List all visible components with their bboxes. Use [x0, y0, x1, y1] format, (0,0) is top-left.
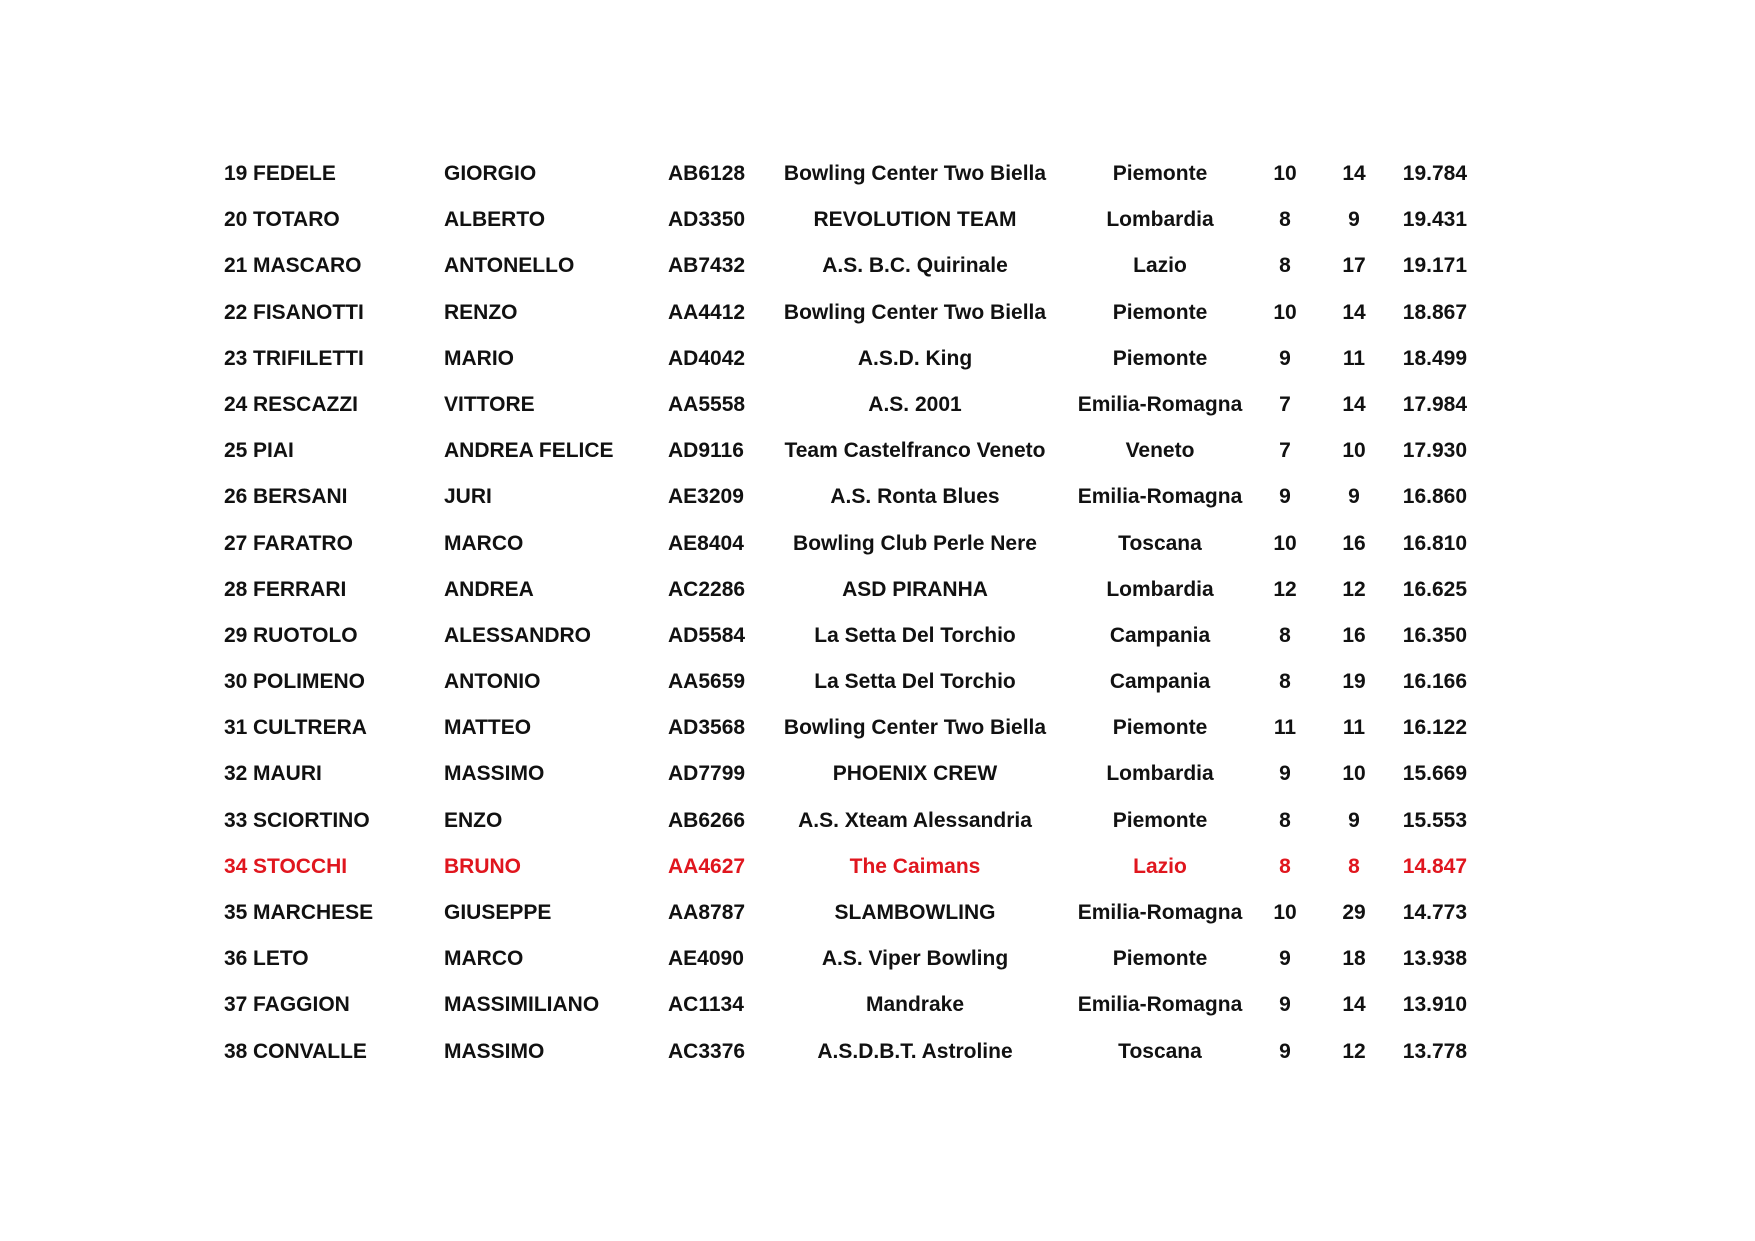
score-cell: 16.166	[1402, 670, 1467, 694]
table-row	[0, 382, 1755, 428]
count-1-cell: 8	[1279, 208, 1291, 232]
surname-cell: TOTARO	[253, 208, 340, 232]
count-2-cell: 10	[1342, 762, 1366, 786]
count-1-cell: 10	[1273, 162, 1297, 185]
score-cell: 16.860	[1402, 485, 1467, 509]
first-name-cell: ALESSANDRO	[444, 623, 592, 647]
first-name-cell: ANDREA FELICE	[444, 439, 614, 463]
table-row	[0, 151, 1755, 197]
count-1-cell: 10	[1273, 300, 1297, 324]
member-code-cell: AE8404	[668, 531, 744, 555]
position-cell: 20	[224, 208, 248, 232]
count-2-cell: 16	[1342, 623, 1366, 647]
count-1-cell: 8	[1279, 854, 1291, 878]
count-1-cell: 9	[1279, 993, 1291, 1017]
region-cell: Veneto	[1125, 439, 1195, 463]
count-2-cell: 10	[1342, 439, 1366, 463]
position-cell: 37	[224, 993, 248, 1017]
club-cell: A.S.D. King	[857, 346, 973, 370]
surname-cell: CULTRERA	[253, 716, 367, 740]
region-cell: Lombardia	[1106, 577, 1214, 601]
surname-cell: LETO	[253, 947, 309, 971]
region-cell: Emilia-Romagna	[1077, 901, 1243, 924]
count-1-cell: 8	[1279, 254, 1291, 278]
score-cell: 15.553	[1402, 808, 1467, 832]
score-cell: 19.431	[1402, 208, 1467, 232]
table-row	[0, 798, 1755, 844]
count-1-cell: 9	[1279, 762, 1291, 786]
club-cell: Bowling Club Perle Nere	[793, 531, 1037, 555]
member-code-cell: AD3350	[668, 208, 746, 232]
count-2-cell: 12	[1342, 577, 1366, 601]
count-2-cell: 11	[1342, 716, 1366, 740]
member-code-cell: AB6128	[668, 162, 746, 185]
count-2-cell: 18	[1342, 947, 1366, 971]
region-cell: Piemonte	[1112, 716, 1208, 740]
table-row	[0, 659, 1755, 705]
score-cell: 13.778	[1402, 1039, 1467, 1063]
region-cell: Emilia-Romagna	[1077, 993, 1243, 1017]
member-code-cell: AA4627	[668, 854, 746, 878]
position-cell: 36	[224, 947, 248, 971]
position-cell: 33	[224, 808, 248, 832]
count-1-cell: 10	[1273, 531, 1297, 555]
club-cell: A.S. Xteam Alessandria	[798, 808, 1032, 832]
count-1-cell: 9	[1279, 485, 1291, 509]
first-name-cell: ANDREA	[444, 577, 534, 601]
score-cell: 17.984	[1402, 392, 1467, 416]
club-cell: Bowling Center Two Biella	[783, 716, 1047, 740]
club-cell: Team Castelfranco Veneto	[784, 439, 1046, 463]
member-code-cell: AC1134	[668, 993, 744, 1017]
member-code-cell: AC2286	[668, 577, 746, 601]
position-cell: 26	[224, 485, 248, 509]
position-cell: 22	[224, 300, 248, 324]
region-cell: Lombardia	[1106, 762, 1214, 786]
surname-cell: MASCARO	[253, 254, 362, 278]
table-row	[0, 428, 1755, 474]
club-cell: A.S. 2001	[868, 392, 962, 416]
member-code-cell: AC3376	[668, 1039, 746, 1063]
score-cell: 14.773	[1402, 901, 1467, 924]
member-code-cell: AB7432	[668, 254, 746, 278]
position-cell: 35	[224, 901, 248, 924]
table-row	[0, 1029, 1755, 1075]
member-code-cell: AB6266	[668, 808, 746, 832]
score-cell: 13.938	[1402, 947, 1467, 971]
first-name-cell: MASSIMO	[444, 762, 545, 786]
table-row	[0, 197, 1755, 243]
position-cell: 23	[224, 346, 248, 370]
region-cell: Campania	[1109, 623, 1211, 647]
count-2-cell: 9	[1348, 808, 1360, 832]
table-row	[0, 290, 1755, 336]
position-cell: 28	[224, 577, 248, 601]
count-1-cell: 8	[1279, 808, 1291, 832]
region-cell: Toscana	[1118, 531, 1202, 555]
score-cell: 15.669	[1402, 762, 1467, 786]
surname-cell: STOCCHI	[253, 854, 348, 878]
region-cell: Piemonte	[1112, 300, 1208, 324]
first-name-cell: MARCO	[444, 947, 524, 971]
club-cell: PHOENIX CREW	[832, 762, 998, 786]
region-cell: Lazio	[1133, 254, 1187, 278]
member-code-cell: AD9116	[668, 439, 744, 463]
surname-cell: POLIMENO	[253, 670, 366, 694]
ranking-table	[0, 151, 1755, 1075]
table-row	[0, 243, 1755, 289]
score-cell: 16.810	[1402, 531, 1467, 555]
score-cell: 16.122	[1402, 716, 1467, 740]
count-2-cell: 14	[1342, 162, 1366, 185]
surname-cell: RUOTOLO	[253, 623, 358, 647]
first-name-cell: JURI	[444, 485, 492, 509]
count-2-cell: 9	[1348, 208, 1360, 232]
region-cell: Toscana	[1118, 1039, 1202, 1063]
position-cell: 34	[224, 854, 248, 878]
position-cell: 24	[224, 392, 248, 416]
first-name-cell: ANTONELLO	[444, 254, 575, 278]
member-code-cell: AA5558	[668, 392, 746, 416]
member-code-cell: AA5659	[668, 670, 746, 694]
first-name-cell: MARCO	[444, 531, 524, 555]
surname-cell: SCIORTINO	[253, 808, 370, 832]
club-cell: REVOLUTION TEAM	[813, 208, 1017, 232]
member-code-cell: AA8787	[668, 901, 746, 924]
count-2-cell: 12	[1342, 1039, 1366, 1063]
table-row	[0, 474, 1755, 520]
first-name-cell: GIUSEPPE	[444, 901, 552, 924]
score-cell: 13.910	[1402, 993, 1467, 1017]
count-1-cell: 9	[1279, 947, 1291, 971]
count-2-cell: 9	[1348, 485, 1360, 509]
surname-cell: CONVALLE	[253, 1039, 367, 1063]
surname-cell: FERRARI	[253, 577, 347, 601]
count-2-cell: 29	[1342, 901, 1366, 924]
table-row-highlighted	[0, 844, 1755, 890]
surname-cell: PIAI	[253, 439, 294, 463]
count-1-cell: 8	[1279, 623, 1291, 647]
club-cell: A.S.D.B.T. Astroline	[817, 1039, 1013, 1063]
club-cell: SLAMBOWLING	[834, 901, 996, 924]
region-cell: Lazio	[1133, 854, 1187, 878]
first-name-cell: MARIO	[444, 346, 514, 370]
first-name-cell: VITTORE	[444, 392, 535, 416]
surname-cell: RESCAZZI	[253, 392, 358, 416]
region-cell: Piemonte	[1112, 162, 1208, 185]
count-2-cell: 14	[1342, 300, 1366, 324]
count-2-cell: 16	[1342, 531, 1366, 555]
table-row	[0, 751, 1755, 797]
region-cell: Piemonte	[1112, 346, 1208, 370]
count-1-cell: 10	[1273, 901, 1297, 924]
region-cell: Emilia-Romagna	[1077, 485, 1243, 509]
club-cell: ASD PIRANHA	[842, 577, 988, 601]
surname-cell: MARCHESE	[253, 901, 374, 924]
count-1-cell: 7	[1279, 392, 1291, 416]
count-2-cell: 14	[1342, 392, 1366, 416]
score-cell: 19.171	[1402, 254, 1467, 278]
club-cell: A.S. Ronta Blues	[830, 485, 1000, 509]
count-2-cell: 8	[1348, 854, 1360, 878]
count-2-cell: 11	[1342, 346, 1366, 370]
region-cell: Piemonte	[1112, 808, 1208, 832]
table-row	[0, 982, 1755, 1028]
position-cell: 31	[224, 716, 248, 740]
club-cell: A.S. Viper Bowling	[821, 947, 1009, 971]
club-cell: A.S. B.C. Quirinale	[822, 254, 1008, 278]
count-1-cell: 9	[1279, 346, 1291, 370]
position-cell: 30	[224, 670, 248, 694]
table-row	[0, 521, 1755, 567]
first-name-cell: MASSIMO	[444, 1039, 545, 1063]
count-1-cell: 12	[1273, 577, 1297, 601]
member-code-cell: AA4412	[668, 300, 746, 324]
club-cell: La Setta Del Torchio	[814, 623, 1016, 647]
position-cell: 21	[224, 254, 248, 278]
table-row	[0, 336, 1755, 382]
count-2-cell: 14	[1342, 993, 1366, 1017]
first-name-cell: BRUNO	[444, 854, 521, 878]
position-cell: 25	[224, 439, 248, 463]
score-cell: 18.867	[1402, 300, 1467, 324]
region-cell: Lombardia	[1106, 208, 1214, 232]
club-cell: Bowling Center Two Biella	[783, 300, 1047, 324]
score-cell: 16.625	[1402, 577, 1467, 601]
count-2-cell: 19	[1342, 670, 1366, 694]
first-name-cell: RENZO	[444, 300, 518, 324]
club-cell: The Caimans	[849, 854, 981, 878]
club-cell: Mandrake	[865, 993, 965, 1017]
surname-cell: FEDELE	[253, 162, 336, 185]
member-code-cell: AD4042	[668, 346, 746, 370]
count-1-cell: 8	[1279, 670, 1291, 694]
club-cell: Bowling Center Two Biella	[783, 162, 1047, 185]
first-name-cell: MASSIMILIANO	[444, 993, 600, 1017]
count-2-cell: 17	[1342, 254, 1366, 278]
member-code-cell: AE3209	[668, 485, 744, 509]
member-code-cell: AD5584	[668, 623, 746, 647]
count-1-cell: 7	[1279, 439, 1291, 463]
count-1-cell: 11	[1273, 716, 1297, 740]
position-cell: 29	[224, 623, 248, 647]
position-cell: 27	[224, 531, 248, 555]
count-1-cell: 9	[1279, 1039, 1291, 1063]
first-name-cell: GIORGIO	[444, 162, 537, 185]
surname-cell: BERSANI	[253, 485, 348, 509]
score-cell: 19.784	[1402, 162, 1467, 185]
first-name-cell: ENZO	[444, 808, 503, 832]
table-row	[0, 936, 1755, 982]
member-code-cell: AD7799	[668, 762, 746, 786]
region-cell: Emilia-Romagna	[1077, 392, 1243, 416]
member-code-cell: AE4090	[668, 947, 744, 971]
surname-cell: FISANOTTI	[253, 300, 364, 324]
surname-cell: FAGGION	[253, 993, 350, 1017]
table-row	[0, 890, 1755, 936]
score-cell: 17.930	[1402, 439, 1467, 463]
score-cell: 18.499	[1402, 346, 1467, 370]
first-name-cell: MATTEO	[444, 716, 532, 740]
score-cell: 16.350	[1402, 623, 1467, 647]
club-cell: La Setta Del Torchio	[814, 670, 1016, 694]
score-cell: 14.847	[1402, 854, 1467, 878]
surname-cell: FARATRO	[253, 531, 353, 555]
first-name-cell: ALBERTO	[444, 208, 546, 232]
position-cell: 38	[224, 1039, 248, 1063]
position-cell: 32	[224, 762, 248, 786]
table-row	[0, 705, 1755, 751]
surname-cell: MAURI	[253, 762, 322, 786]
table-row	[0, 567, 1755, 613]
region-cell: Piemonte	[1112, 947, 1208, 971]
table-row	[0, 613, 1755, 659]
region-cell: Campania	[1109, 670, 1211, 694]
member-code-cell: AD3568	[668, 716, 746, 740]
first-name-cell: ANTONIO	[444, 670, 541, 694]
surname-cell: TRIFILETTI	[253, 346, 364, 370]
position-cell: 19	[224, 162, 248, 185]
